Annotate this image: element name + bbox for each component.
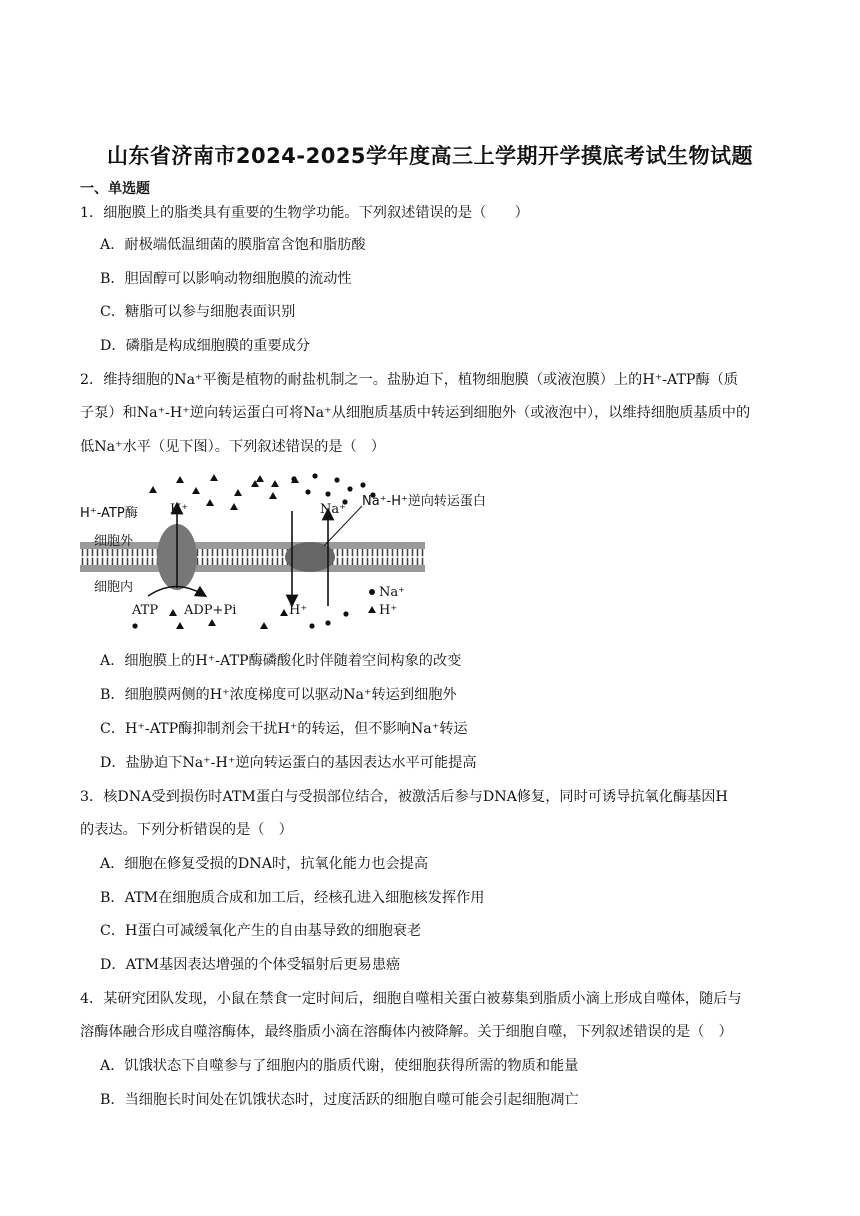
question-3-option-d: D．ATM基因表达增强的个体受辐射后更易患癌	[100, 957, 401, 973]
question-3-option-b: B．ATM在细胞质合成和加工后，经核孔进入细胞核发挥作用	[100, 890, 485, 906]
question-3-option-a: A．细胞在修复受损的DNA时，抗氧化能力也会提高	[100, 856, 429, 872]
legend-h-label: H⁺	[379, 603, 398, 618]
label-inside: 细胞内	[94, 580, 134, 595]
label-outside: 细胞外	[94, 534, 134, 549]
label-atp: ATP	[132, 603, 159, 618]
label-h-bottom: H⁺	[289, 603, 308, 618]
membrane-transport-diagram	[80, 466, 510, 642]
section-heading: 一、单选题	[80, 181, 150, 197]
question-4-stem-line-1: 4．某研究团队发现，小鼠在禁食一定时间后，细胞自噬相关蛋白被募集到脂质小滴上形成自噬体，随后与	[80, 991, 742, 1007]
question-3-stem-line-1: 3．核DNA受到损伤时ATM蛋白与受损部位结合，被激活后参与DNA修复，同时可诱导抗氧化酶基因H	[80, 789, 728, 805]
question-2-option-a: A．细胞膜上的H⁺-ATP酶磷酸化时伴随着空间构象的改变	[100, 653, 462, 669]
page-title: 山东省济南市2024-2025学年度高三上学期开学摸底考试生物试题	[106, 144, 754, 168]
question-4-option-b: B．当细胞长时间处在饥饿状态时，过度活跃的细胞自噬可能会引起细胞凋亡	[100, 1092, 579, 1108]
label-adp: ADP+Pi	[184, 603, 237, 618]
question-4-stem-line-2: 溶酶体融合形成自噬溶酶体，最终脂质小滴在溶酶体内被降解。关于细胞自噬，下列叙述错误的是（ ）	[80, 1024, 733, 1040]
question-2-stem-line-3: 低Na⁺水平（见下图）。下列叙述错误的是（ ）	[80, 439, 386, 455]
legend-h-marker	[368, 606, 376, 613]
question-1-option-c: C．糖脂可以参与细胞表面识别	[100, 304, 296, 320]
question-1-option-b: B．胆固醇可以影响动物细胞膜的流动性	[100, 271, 352, 287]
legend-na-label: Na⁺	[379, 585, 405, 600]
label-na-top: Na⁺	[320, 502, 346, 517]
label-h-atpase: H⁺-ATP酶	[80, 506, 138, 521]
question-1-option-a: A．耐极端低温细菌的膜脂富含饱和脂肪酸	[100, 237, 366, 253]
question-1-stem: 1．细胞膜上的脂类具有重要的生物学功能。下列叙述错误的是（ ）	[80, 205, 529, 221]
label-antiporter: Na⁺-H⁺逆向转运蛋白	[362, 494, 486, 509]
question-2-stem-line-1: 2．维持细胞的Na⁺平衡是植物的耐盐机制之一。盐胁迫下，植物细胞膜（或液泡膜）上的H⁺-ATP酶（质	[80, 372, 739, 388]
question-4-option-a: A．饥饿状态下自噬参与了细胞内的脂质代谢，使细胞获得所需的物质和能量	[100, 1058, 579, 1074]
question-3-stem-line-2: 的表达。下列分析错误的是（ ）	[80, 822, 293, 838]
question-2-option-b: B．细胞膜两侧的H⁺浓度梯度可以驱动Na⁺转运到细胞外	[100, 687, 457, 703]
label-h-top: H⁺	[170, 502, 189, 517]
legend-na-marker	[369, 589, 375, 595]
question-1-option-d: D．磷脂是构成细胞膜的重要成分	[100, 338, 311, 354]
question-2-stem-line-2: 子泵）和Na⁺-H⁺逆向转运蛋白可将Na⁺从细胞质基质中转运到细胞外（或液泡中），以维持细胞质基质中的	[80, 405, 751, 421]
question-3-option-c: C．H蛋白可减缓氧化产生的自由基导致的细胞衰老	[100, 923, 422, 939]
question-2-option-c: C．H⁺-ATP酶抑制剂会干扰H⁺的转运，但不影响Na⁺转运	[100, 721, 468, 737]
question-2-option-d: D．盐胁迫下Na⁺-H⁺逆向转运蛋白的基因表达水平可能提高	[100, 755, 477, 771]
